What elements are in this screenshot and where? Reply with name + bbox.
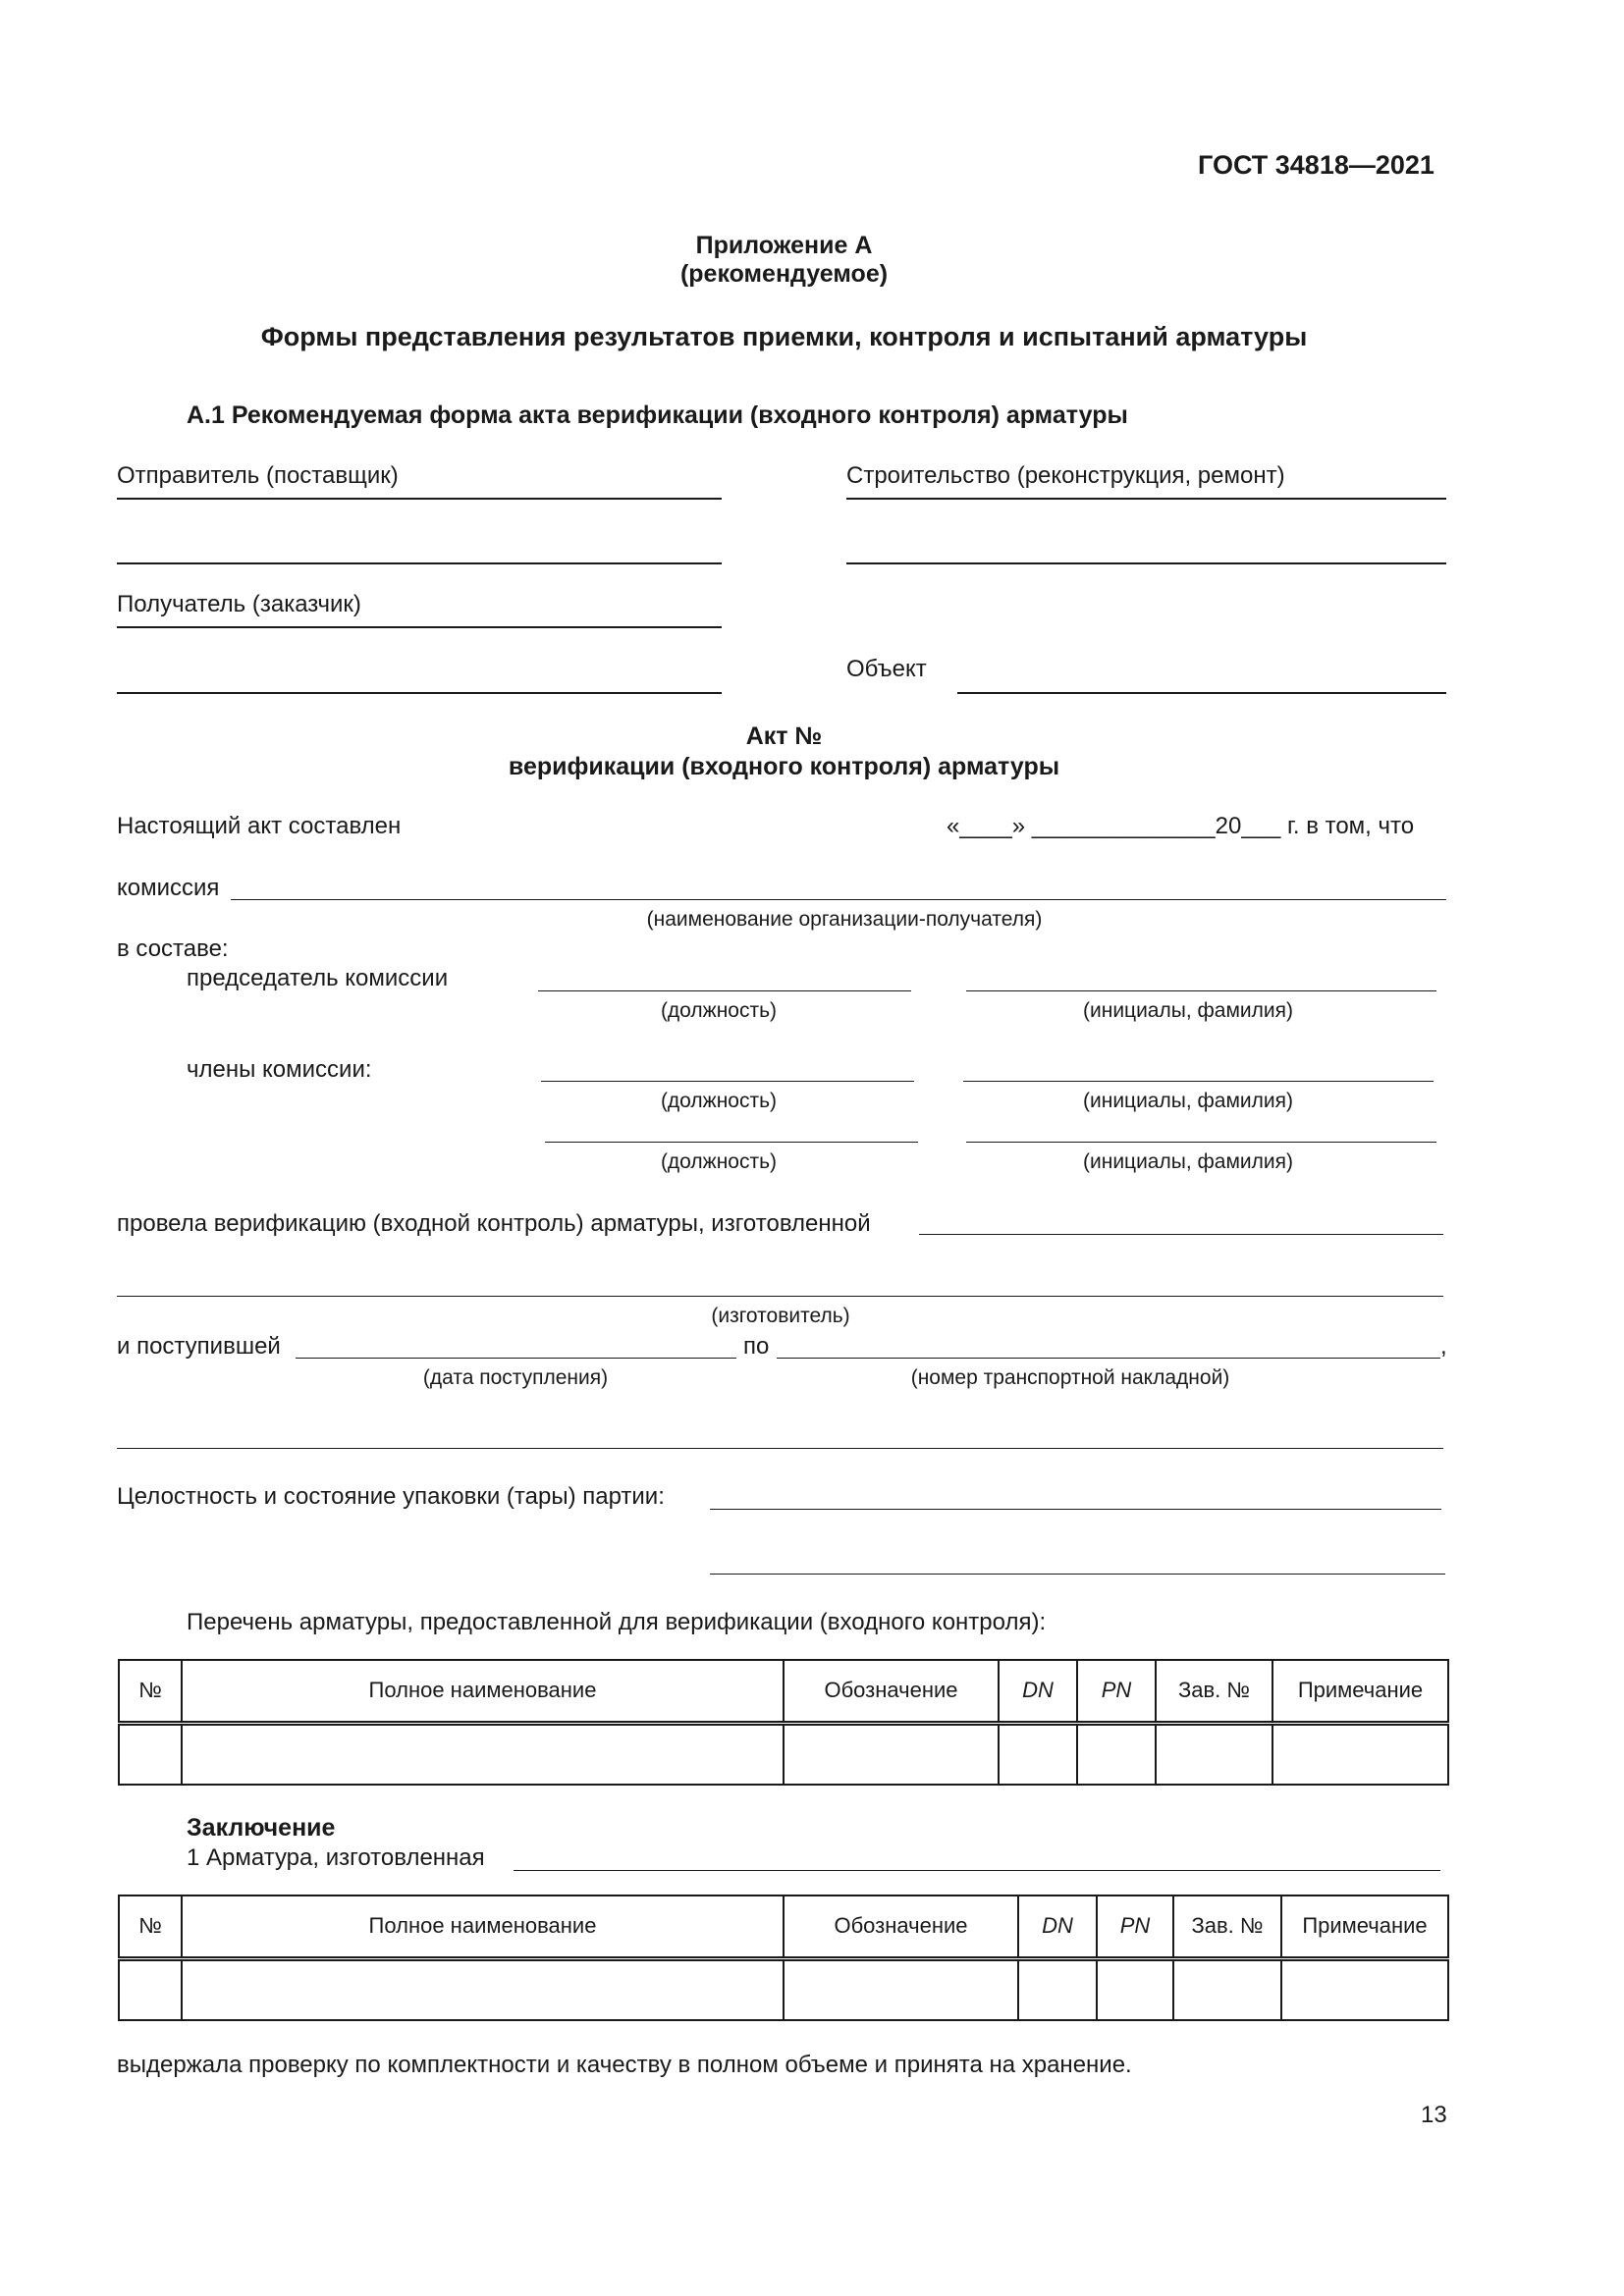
verification-label: провела верификацию (входной контроль) арматуры, изготовленной	[117, 1210, 871, 1237]
position-caption-3: (должность)	[660, 1150, 778, 1173]
appendix-title: Приложение А	[695, 232, 873, 259]
table-cell	[1018, 1958, 1097, 2020]
packaging-line-1	[710, 1509, 1441, 1510]
sender-line-1	[117, 498, 722, 500]
col-header-note: Примечание	[1281, 1896, 1448, 1958]
waybill-line	[777, 1358, 1440, 1359]
chairman-label: председатель комиссии	[187, 965, 449, 991]
construction-line-2	[846, 562, 1446, 564]
table-cell	[784, 1723, 999, 1785]
table-cell	[1156, 1723, 1272, 1785]
col-header-serial: Зав. №	[1156, 1660, 1272, 1723]
table-cell	[182, 1723, 784, 1785]
conclusion-item-1: 1 Арматура, изготовленная	[187, 1844, 485, 1871]
table-cell	[119, 1723, 182, 1785]
chairman-name-line	[966, 990, 1436, 991]
col-header-designation: Обозначение	[784, 1896, 1018, 1958]
object-line	[957, 692, 1446, 694]
table-row	[119, 1958, 1448, 2020]
position-caption-1: (должность)	[660, 999, 778, 1022]
conclusion-final: выдержала проверку по комплектности и качеству в полном объеме и принята на хранение.	[117, 2052, 1132, 2078]
act-title: Акт №	[745, 722, 823, 750]
standard-number: ГОСТ 34818—2021	[1198, 150, 1435, 180]
col-header-designation: Обозначение	[784, 1660, 999, 1723]
extra-line	[117, 1448, 1443, 1449]
packaging-line-2	[710, 1574, 1445, 1575]
name-caption-2: (инициалы, фамилия)	[1083, 1090, 1293, 1112]
table-cell	[1097, 1958, 1173, 2020]
receiver-line-1	[117, 626, 722, 628]
member2-name-line	[966, 1142, 1436, 1143]
col-header-number: №	[119, 1896, 182, 1958]
chairman-position-line	[538, 990, 911, 991]
receipt-date-caption: (дата поступления)	[422, 1366, 609, 1389]
verification-line	[919, 1234, 1443, 1235]
member1-position-line	[541, 1081, 914, 1082]
name-caption-1: (инициалы, фамилия)	[1083, 999, 1293, 1022]
col-header-number: №	[119, 1660, 182, 1723]
commission-line	[231, 899, 1446, 900]
receipt-date-line	[296, 1358, 736, 1359]
table-cell	[119, 1958, 182, 2020]
manufacturer-caption: (изготовитель)	[711, 1305, 850, 1327]
page-number: 13	[1421, 2102, 1447, 2128]
receiver-line-2	[117, 692, 722, 694]
col-header-pn: PN	[1097, 1896, 1173, 1958]
table-cell	[1272, 1723, 1448, 1785]
conclusion-title: Заключение	[187, 1814, 336, 1842]
act-subtitle: верификации (входного контроля) арматуры	[508, 753, 1060, 780]
composition-label: в составе:	[117, 935, 229, 962]
construction-label: Строительство (реконструкция, ремонт)	[846, 462, 1285, 489]
members-label: члены комиссии:	[187, 1056, 372, 1083]
compiled-label: Настоящий акт составлен	[117, 813, 402, 839]
manufacturer-line	[117, 1296, 1443, 1297]
table-row	[119, 1723, 1448, 1785]
comma: ,	[1440, 1333, 1447, 1360]
table-cell	[784, 1958, 1018, 2020]
table-cell	[1077, 1723, 1156, 1785]
member2-position-line	[545, 1142, 918, 1143]
commission-label: комиссия	[117, 875, 220, 901]
col-header-full-name: Полное наименование	[182, 1896, 784, 1958]
receiver-label: Получатель (заказчик)	[117, 591, 361, 617]
list-intro: Перечень арматуры, предоставленной для верификации (входного контроля):	[187, 1609, 1047, 1635]
table-cell	[182, 1958, 784, 2020]
table-cell	[1281, 1958, 1448, 2020]
construction-line-1	[846, 498, 1446, 500]
conclusion-manufacturer-line	[514, 1870, 1440, 1871]
col-header-dn: DN	[1018, 1896, 1097, 1958]
member1-name-line	[963, 1081, 1434, 1082]
date-template: «____» ______________20___ г. в том, что	[947, 813, 1415, 839]
fittings-table	[118, 1659, 1449, 1786]
sender-line-2	[117, 562, 722, 564]
col-header-serial: Зав. №	[1173, 1896, 1281, 1958]
sender-label: Отправитель (поставщик)	[117, 462, 399, 489]
conclusion-table	[118, 1895, 1449, 2021]
table-cell	[1173, 1958, 1281, 2020]
waybill-caption: (номер транспортной накладной)	[910, 1366, 1230, 1389]
table-cell	[999, 1723, 1077, 1785]
appendix-type: (рекомендуемое)	[679, 260, 889, 288]
col-header-pn: PN	[1077, 1660, 1156, 1723]
main-title: Формы представления результатов приемки, контроля и испытаний арматуры	[260, 322, 1308, 351]
object-label: Объект	[846, 656, 927, 682]
org-caption: (наименование организации-получателя)	[646, 908, 1043, 931]
received-label: и поступившей	[117, 1333, 281, 1360]
section-title: А.1 Рекомендуемая форма акта верификации (входного контроля) арматуры	[187, 401, 1128, 429]
name-caption-3: (инициалы, фамилия)	[1083, 1150, 1293, 1173]
col-header-full-name: Полное наименование	[182, 1660, 784, 1723]
packaging-label: Целостность и состояние упаковки (тары) партии:	[117, 1483, 665, 1510]
position-caption-2: (должность)	[660, 1090, 778, 1112]
col-header-note: Примечание	[1272, 1660, 1448, 1723]
col-header-dn: DN	[999, 1660, 1077, 1723]
by-label: по	[743, 1333, 770, 1360]
